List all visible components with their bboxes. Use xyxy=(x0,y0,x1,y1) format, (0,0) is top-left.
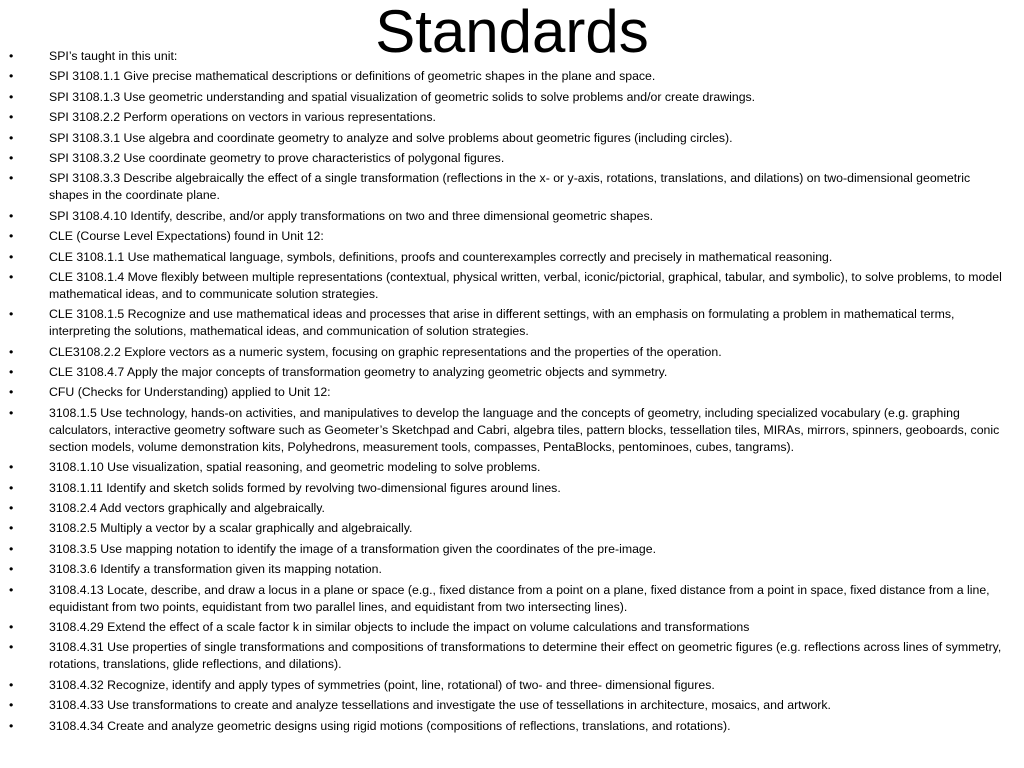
list-item xyxy=(0,541,1024,558)
bullet-icon: • xyxy=(9,110,14,125)
bullet-icon: • xyxy=(9,208,14,223)
list-item-text: CLE 3108.4.7 Apply the major concepts of transformation geometry to analyzing geometric objects and symmetry. xyxy=(49,365,668,380)
list-item xyxy=(0,480,1024,497)
list-item-text: 3108.3.5 Use mapping notation to identify the image of a transformation given the coordinates of the pre-image. xyxy=(49,541,657,556)
list-item-text: SPI 3108.4.10 Identify, describe, and/or apply transformations on two and three dimensional geometric shapes. xyxy=(49,208,654,223)
list-item xyxy=(0,364,1024,381)
bullet-icon: • xyxy=(9,480,14,495)
bullet-icon: • xyxy=(9,405,14,420)
list-item xyxy=(0,170,1024,204)
list-item-text: 3108.4.31 Use properties of single transformations and compositions of transformations to determine their effect on geometric figures (e.g. reflections across lines of symmetry, rotations, translations, glide reflections, and dilations). xyxy=(49,640,1002,672)
list-item xyxy=(0,582,1024,616)
bullet-icon: • xyxy=(9,385,14,400)
list-item xyxy=(0,150,1024,167)
standards-list xyxy=(0,48,1024,738)
list-item xyxy=(0,639,1024,673)
bullet-icon: • xyxy=(9,460,14,475)
list-item xyxy=(0,109,1024,126)
bullet-icon: • xyxy=(9,130,14,145)
bullet-icon: • xyxy=(9,49,14,63)
list-item-text: 3108.1.11 Identify and sketch solids formed by revolving two-dimensional figures around lines. xyxy=(49,480,561,495)
list-item xyxy=(0,697,1024,714)
bullet-icon: • xyxy=(9,677,14,692)
list-item-text: 3108.1.10 Use visualization, spatial reasoning, and geometric modeling to solve problems. xyxy=(49,460,541,475)
bullet-icon: • xyxy=(9,344,14,359)
list-item xyxy=(0,619,1024,636)
list-item xyxy=(0,269,1024,303)
list-item xyxy=(0,561,1024,578)
bullet-icon: • xyxy=(9,698,14,713)
list-item xyxy=(0,459,1024,476)
list-item-text: CLE 3108.1.5 Recognize and use mathematical ideas and processes that arise in different settings, with an emphasis on formulating a problem in mathematical terms, interpreting the solutions, mathematical ideas, and communication of solution strategies. xyxy=(49,307,955,339)
list-item-text: CLE 3108.1.4 Move flexibly between multiple representations (contextual, physical written, verbal, iconic/pictorial, graphical, tabular, and symbolic), to solve problems, to model mathematical ideas, and to communicate solution strategies. xyxy=(49,269,1002,301)
list-item xyxy=(0,48,1024,65)
list-item-text: SPI’s taught in this unit: xyxy=(49,49,178,63)
bullet-icon: • xyxy=(9,365,14,380)
bullet-icon: • xyxy=(9,640,14,655)
bullet-icon: • xyxy=(9,718,14,733)
bullet-icon: • xyxy=(9,562,14,577)
list-item xyxy=(0,228,1024,245)
list-item-text: 3108.1.5 Use technology, hands-on activities, and manipulatives to develop the language and the concepts of geometry, including specialized vocabulary (e.g. graphing calculators, interactive geometry software such as Geometer’s Sketchpad and Cabri, algebra tiles, pattern blocks, tessellation tiles, MIRAs, mirrors, spinners, geoboards, conic section models, volume demonstration kits, Polyhedrons, measurement tools, compasses, PentaBlocks, pentominoes, cubes, tangrams). xyxy=(49,405,1000,454)
list-item-text: SPI 3108.3.2 Use coordinate geometry to prove characteristics of polygonal figures. xyxy=(49,150,505,165)
list-item xyxy=(0,520,1024,537)
list-item-text: 3108.4.32 Recognize, identify and apply types of symmetries (point, line, rotational) of two- and three- dimensional figures. xyxy=(49,677,715,692)
bullet-icon: • xyxy=(9,619,14,634)
list-item xyxy=(0,384,1024,401)
list-item-text: CLE 3108.1.1 Use mathematical language, symbols, definitions, proofs and counterexamples correctly and precisely in mathematical reasoning. xyxy=(49,249,833,264)
list-item-text: CLE3108.2.2 Explore vectors as a numeric system, focusing on graphic representations and the properties of the operation. xyxy=(49,344,722,359)
list-item xyxy=(0,405,1024,456)
list-item-text: SPI 3108.1.3 Use geometric understanding and spatial visualization of geometric solids to solve problems and/or create drawings. xyxy=(49,89,756,104)
list-item-text: 3108.2.4 Add vectors graphically and algebraically. xyxy=(49,501,325,516)
list-item xyxy=(0,208,1024,225)
bullet-icon: • xyxy=(9,582,14,597)
bullet-icon: • xyxy=(9,307,14,322)
list-item xyxy=(0,500,1024,517)
bullet-icon: • xyxy=(9,541,14,556)
bullet-icon: • xyxy=(9,521,14,536)
slide-title: Standards xyxy=(375,0,649,65)
list-item-text: CFU (Checks for Understanding) applied to Unit 12: xyxy=(49,385,331,400)
list-item xyxy=(0,130,1024,147)
list-item-text: SPI 3108.3.3 Describe algebraically the effect of a single transformation (reflections in the x- or y-axis, rotations, translations, and dilations) on two-dimensional geometric shapes in the coordinate plane. xyxy=(49,171,971,203)
bullet-icon: • xyxy=(9,501,14,516)
list-item xyxy=(0,718,1024,735)
list-item-text: 3108.2.5 Multiply a vector by a scalar graphically and algebraically. xyxy=(49,521,413,536)
list-item-text: 3108.4.13 Locate, describe, and draw a locus in a plane or space (e.g., fixed distance from a point on a plane, fixed distance from a point in space, fixed distance from a line, equidistant from two points, equidistant from two parallel lines, and equidistant from two intersecting lines). xyxy=(49,582,990,614)
list-item-text: SPI 3108.2.2 Perform operations on vectors in various representations. xyxy=(49,110,436,125)
bullet-icon: • xyxy=(9,249,14,264)
list-item-text: 3108.4.29 Extend the effect of a scale factor k in similar objects to include the impact on volume calculations and transformations xyxy=(49,619,750,634)
list-item-text: SPI 3108.1.1 Give precise mathematical descriptions or definitions of geometric shapes in the plane and space. xyxy=(49,69,656,84)
list-item xyxy=(0,344,1024,361)
bullet-icon: • xyxy=(9,69,14,84)
list-item xyxy=(0,68,1024,85)
list-item xyxy=(0,677,1024,694)
list-item-text: CLE (Course Level Expectations) found in Unit 12: xyxy=(49,229,324,244)
bullet-icon: • xyxy=(9,171,14,186)
bullet-icon: • xyxy=(9,269,14,284)
bullet-icon: • xyxy=(9,229,14,244)
list-item xyxy=(0,249,1024,266)
list-item xyxy=(0,306,1024,340)
bullet-icon: • xyxy=(9,89,14,104)
list-item-text: 3108.4.34 Create and analyze geometric designs using rigid motions (compositions of reflections, translations, and rotations). xyxy=(49,718,731,733)
list-item-text: 3108.3.6 Identify a transformation given its mapping notation. xyxy=(49,562,382,577)
list-item-text: 3108.4.33 Use transformations to create and analyze tessellations and investigate the use of tessellations in architecture, mosaics, and artwork. xyxy=(49,698,831,713)
bullet-icon: • xyxy=(9,150,14,165)
list-item-text: SPI 3108.3.1 Use algebra and coordinate geometry to analyze and solve problems about geometric figures (including circles). xyxy=(49,130,733,145)
list-item xyxy=(0,89,1024,106)
